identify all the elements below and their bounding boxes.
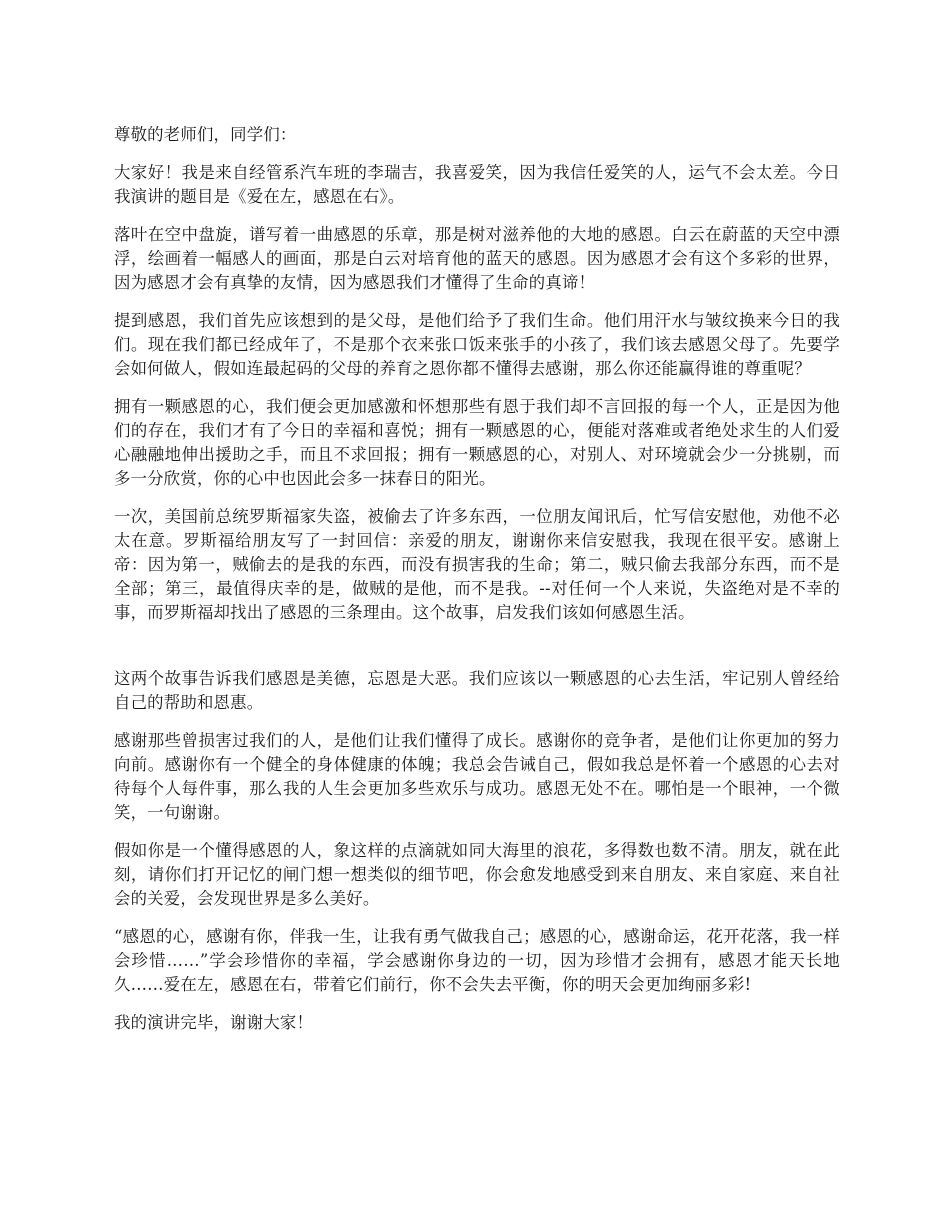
- paragraph-grateful-heart: 拥有一颗感恩的心，我们便会更加感激和怀想那些有恩于我们却不言回报的每一个人，正是因为他们的存在，我们才有了今日的幸福和喜悦；拥有一颗感恩的心，便能对落难或者绝处求生的人们爱心融融地伸出援助之手，而且不求回报；拥有一颗感恩的心，对别人、对环境就会少一分挑剔，而多一分欣赏，你的心中也因此会多一抹春日的阳光。: [114, 397, 840, 488]
- paragraph-intro: 大家好！我是来自经管系汽车班的李瑞吉，我喜爱笑，因为我信任爱笑的人，运气不会太差。今日我演讲的题目是《爱在左，感恩在右》。: [114, 163, 840, 206]
- paragraph-roosevelt-story: 一次，美国前总统罗斯福家失盗，被偷去了许多东西，一位朋友闻讯后，忙写信安慰他，劝他不必太在意。罗斯福给朋友写了一封回信：亲爱的朋友，谢谢你来信安慰我，我现在很平安。感谢上帝：因为第一，贼偷去的是我的东西，而没有损害我的生命；第二，贼只偷去我部分东西，而不是全部；第三，最值得庆幸的是，做贼的是他，而不是我。--对任何一个人来说，失盗绝对是不幸的事，而罗斯福却找出了感恩的三条理由。这个故事，启发我们该如何感恩生活。: [114, 507, 840, 622]
- paragraph-song: “感恩的心，感谢有你，伴我一生，让我有勇气做我自己；感恩的心，感谢命运，花开花落，我一样会珍惜……”学会珍惜你的幸福，学会感谢你身边的一切，因为珍惜才会拥有，感恩才能天长地久……爱在左，感恩在右，带着它们前行，你不会失去平衡，你的明天会更加绚丽多彩!: [114, 927, 840, 994]
- paragraph-waves: 假如你是一个懂得感恩的人，象这样的点滴就如同大海里的浪花，多得数也数不清。朋友，就在此刻，请你们打开记忆的闸门想一想类似的细节吧，你会愈发地感受到来自朋友、来自家庭、来自社会的关爱，会发现世界是多么美好。: [114, 841, 840, 908]
- paragraph-lesson: 这两个故事告诉我们感恩是美德，忘恩是大恶。我们应该以一颗感恩的心去生活，牢记别人曾经给自己的帮助和恩惠。: [114, 669, 840, 712]
- salutation: 尊敬的老师们，同学们：: [114, 125, 297, 144]
- paragraph-parents: 提到感恩，我们首先应该想到的是父母，是他们给予了我们生命。他们用汗水与皱纹换来今日的我们。现在我们都已经成年了，不是那个衣来张口饭来张手的小孩了，我们该去感恩父母了。先要学会如何做人，假如连最起码的父母的养育之恩你都不懂得去感谢，那么你还能赢得谁的尊重呢？: [114, 311, 840, 378]
- paragraph-thanks: 感谢那些曾损害过我们的人，是他们让我们懂得了成长。感谢你的竞争者，是他们让你更加的努力向前。感谢你有一个健全的身体健康的体魄；我总会告诫自己，假如我总是怀着一个感恩的心去对待每个人每件事，那么我的人生会更加多些欢乐与成功。感恩无处不在。哪怕是一个眼神，一个微笑，一句谢谢。: [114, 731, 840, 822]
- paragraph-leaves-clouds: 落叶在空中盘旋，谱写着一曲感恩的乐章，那是树对滋养他的大地的感恩。白云在蔚蓝的天空中漂浮，绘画着一幅感人的画面，那是白云对培育他的蓝天的感恩。因为感恩才会有这个多彩的世界，因为感恩才会有真挚的友情，因为感恩我们才懂得了生命的真谛！: [114, 225, 840, 292]
- document-body: [114, 123, 840, 1049]
- closing: 我的演讲完毕，谢谢大家！: [114, 1013, 314, 1032]
